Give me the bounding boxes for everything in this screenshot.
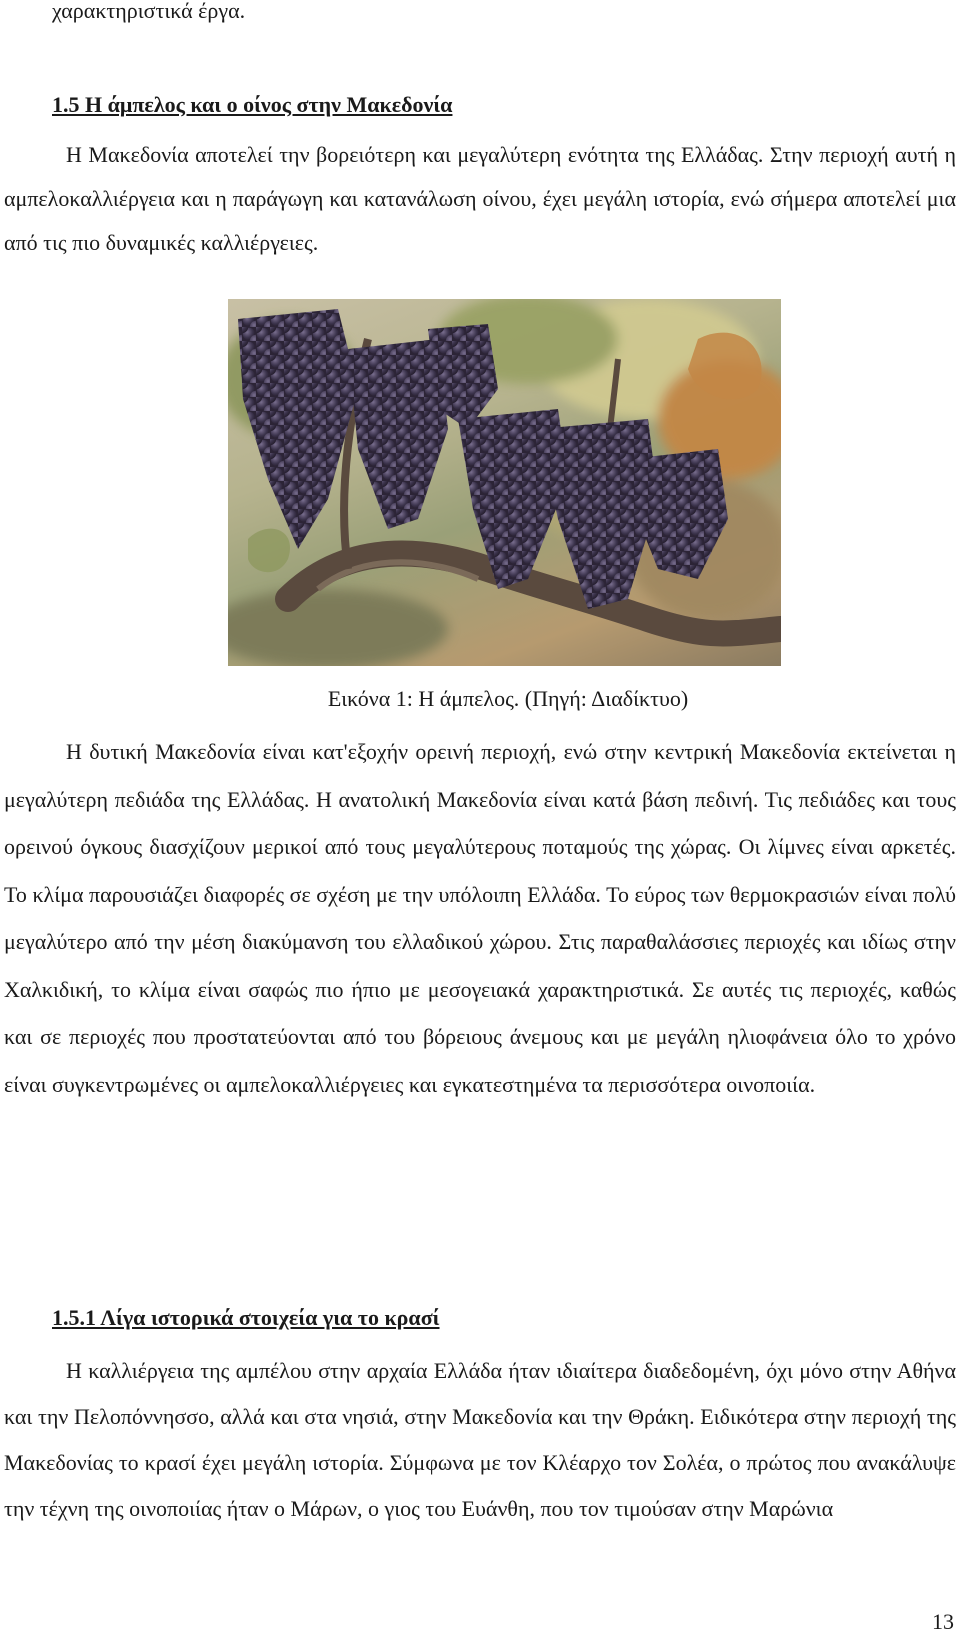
section-heading: 1.5 Η άμπελος και ο οίνος στην Μακεδονία (52, 92, 453, 117)
paragraph-geography-text: Η δυτική Μακεδονία είναι κατ'εξοχήν ορεινή περιοχή, ενώ στην κεντρική Μακεδονία εκτείνεται η μεγαλύτερη πεδιάδα της Ελλάδας. Η ανατολική Μακεδονία είναι κατά βάση πεδινή. Τις πεδιάδες και τους ορεινού όγκους διασχίζουν μερικοί από τους μεγαλύτερους ποταμούς της χώρας. Οι λίμνες είναι αρκετές. Το κλίμα παρουσιάζει διαφορές σε σχέση με την υπόλοιπη Ελλάδα. Το εύρος των θερμοκρασιών είναι πολύ μεγαλύτερο από την μέση διακύμανση του ελλαδικού χώρου. Στις παραθαλάσσιες περιοχές και ιδίως στην Χαλκιδική, το κλίμα είναι σαφώς πιο ήπιο με μεσογειακά χαρακτηριστικά. Σε αυτές τις περιοχές, καθώς και σε περιοχές που προστατεύονται από του βόρειους άνεμους και με μεγάλη ηλιοφάνεια όλο το χρόνο είναι συγκεντρωμένες οι αμπελοκαλλιέργειες και εγκατεστημένα τα περισσότερα οινοποιία. (4, 739, 956, 1097)
figure-caption: Εικόνα 1: Η άμπελος. (Πηγή: Διαδίκτυο) (327, 686, 689, 711)
paragraph-history-text: Η καλλιέργεια της αμπέλου στην αρχαία Ελλάδα ήταν ιδιαίτερα διαδεδομένη, όχι μόνο στην Αθήνα και την Πελοπόννησσο, αλλά και στα νησιά, στην Μακεδονία και την Θράκη. Ειδικότερα στην περιοχή της Μακεδονίας το κρασί έχει μεγάλη ιστορία. Σύμφωνα με τον Κλέαρχο τον Σολέα, ο πρώτος που ανακάλυψε την τέχνη της οινοποιίας ήταν ο Μάρων, ο γιος του Ευάνθη, που τον τιμούσαν στην Μαρώνια (4, 1358, 956, 1521)
previous-paragraph-ending: χαρακτηριστικά έργα. (52, 0, 246, 23)
page-number: 13 (932, 1609, 954, 1634)
grape-vine-photo (228, 299, 781, 666)
paragraph-intro-text: Η Μακεδονία αποτελεί την βορειότερη και μεγαλύτερη ενότητα της Ελλάδας. Στην περιοχή αυτή η αμπελοκαλλιέργεια και η παράγωγη και κατανάλωση οίνου, έχει μεγάλη ιστορία, ενώ σήμερα αποτελεί μια από τις πιο δυναμικές καλλιέργειες. (4, 142, 956, 255)
grape-vine-illustration (228, 299, 781, 666)
subsection-heading: 1.5.1 Λίγα ιστορικά στοιχεία για το κρασί (52, 1305, 440, 1330)
paragraph-intro (4, 133, 956, 265)
paragraph-history (4, 1348, 956, 1532)
paragraph-geography (4, 728, 956, 1108)
